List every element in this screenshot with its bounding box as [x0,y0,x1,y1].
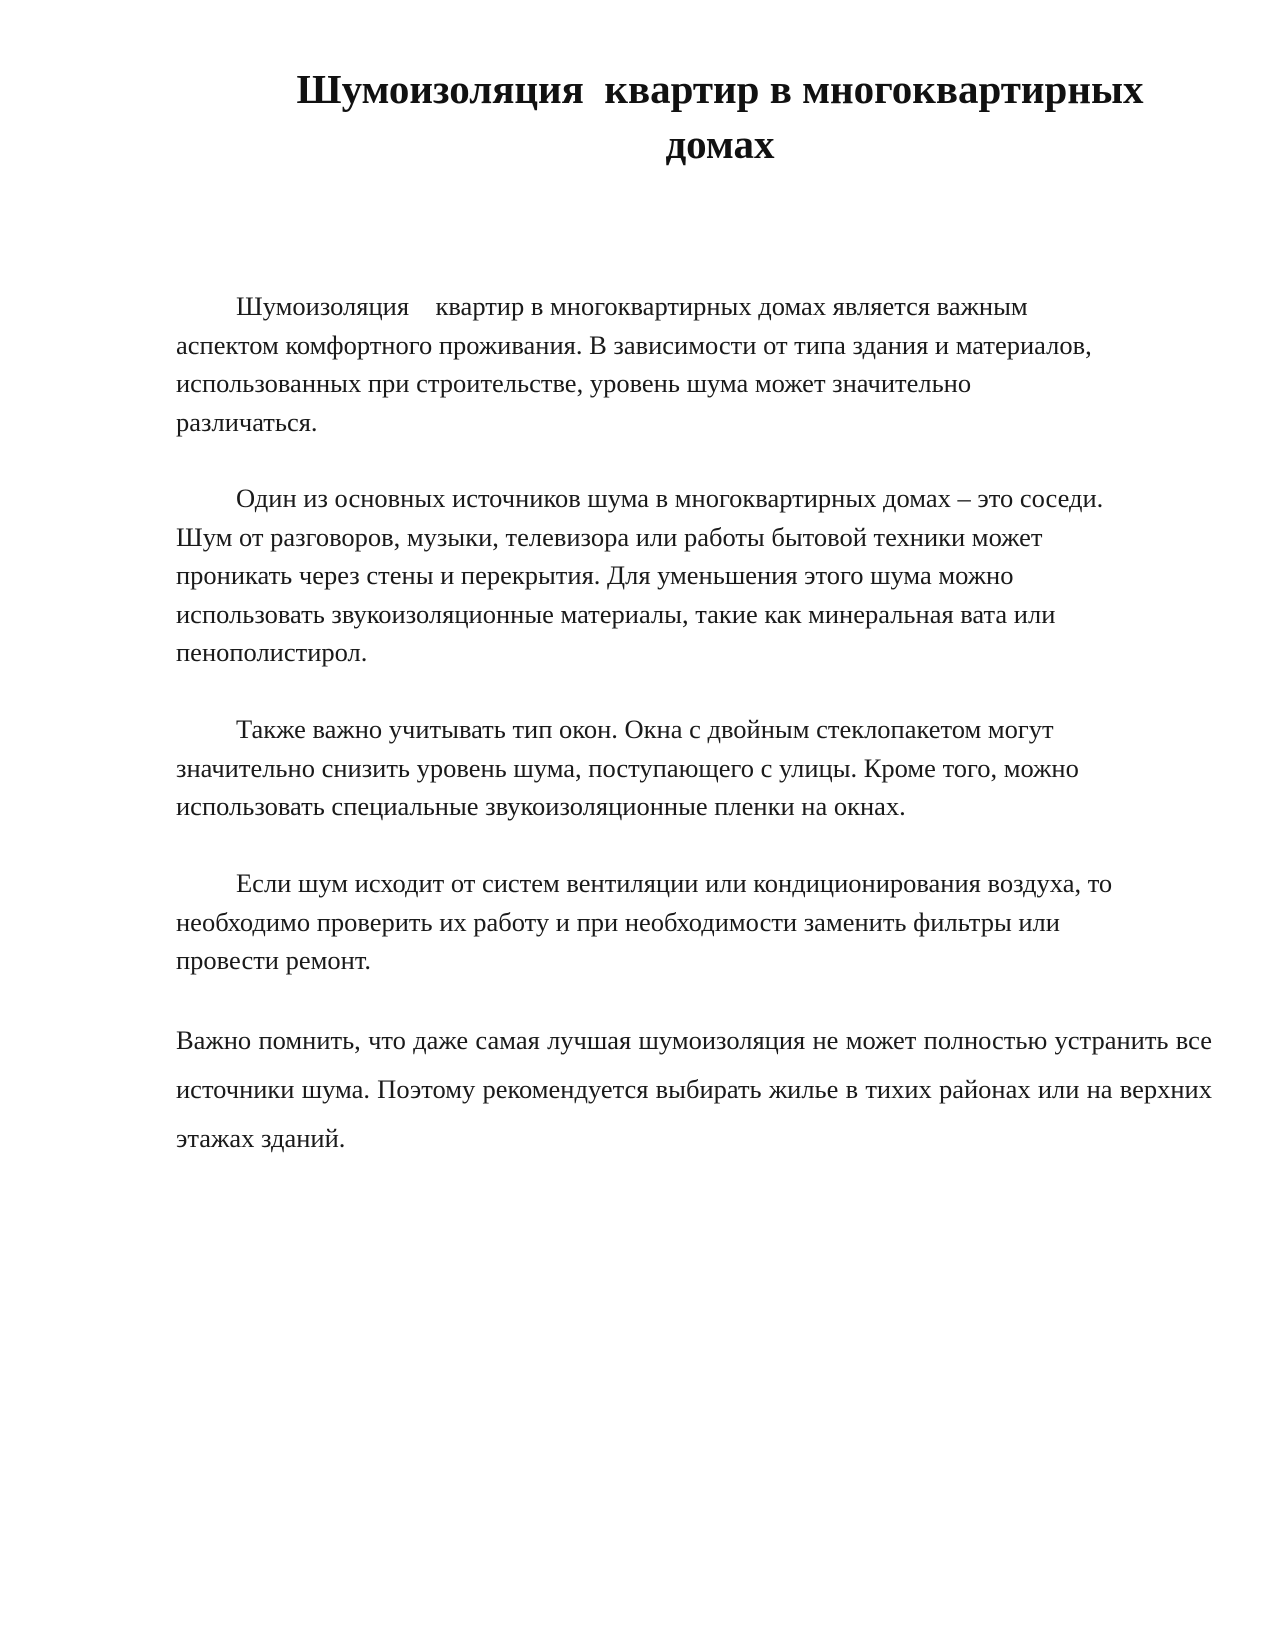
paragraph-line: аспектом комфортного проживания. В зависимости от типа здания и материалов, [176,329,1092,360]
paragraph-line: Шум от разговоров, музыки, телевизора или работы бытовой техники может [176,521,1043,552]
paragraph-line: Если шум исходит от систем вентиляции или кондиционирования воздуха, то [236,868,1113,898]
document-title [250,62,1190,172]
paragraph-line: значительно снизить уровень шума, поступающего с улицы. Кроме того, можно [176,752,1079,783]
title-line-1: Шумоизоляция квартир в многоквартирных [296,66,1144,112]
paragraph-line: использовать звукоизоляционные материалы, такие как минеральная вата или [176,598,1056,629]
paragraph-line: Один из основных источников шума в многоквартирных домах – это соседи. [236,483,1104,513]
paragraph-conclusion: Важно помнить, что даже самая лучшая шумоизоляция не может полностью устранить все источники шума. Поэтому рекомендуется выбирать жилье в тихих районах или на верхних этажах зданий. [176,1025,1212,1153]
paragraph-windows [176,710,1194,826]
paragraph-line: Шумоизоляция квартир в многоквартирных домах является важным [236,291,1028,321]
paragraph-line: Также важно учитывать тип окон. Окна с двойным стеклопакетом могут [236,714,1054,744]
paragraph-line: проникать через стены и перекрытия. Для уменьшения этого шума можно [176,560,1014,590]
paragraph-line: необходимо проверить их работу и при необходимости заменить фильтры или [176,906,1060,937]
paragraph-line: пенополистирол. [176,637,368,667]
paragraph-line: различаться. [176,406,318,437]
paragraph-neighbors [176,479,1194,672]
title-line-2: домах [665,121,775,167]
paragraph-line: использовать специальные звукоизоляционные пленки на окнах. [176,791,906,821]
paragraph-line: использованных при строительстве, уровень шума может значительно [176,368,972,398]
paragraph-intro [176,287,1194,441]
paragraph-line: провести ремонт. [176,945,372,975]
paragraph-ventilation [176,864,1194,980]
